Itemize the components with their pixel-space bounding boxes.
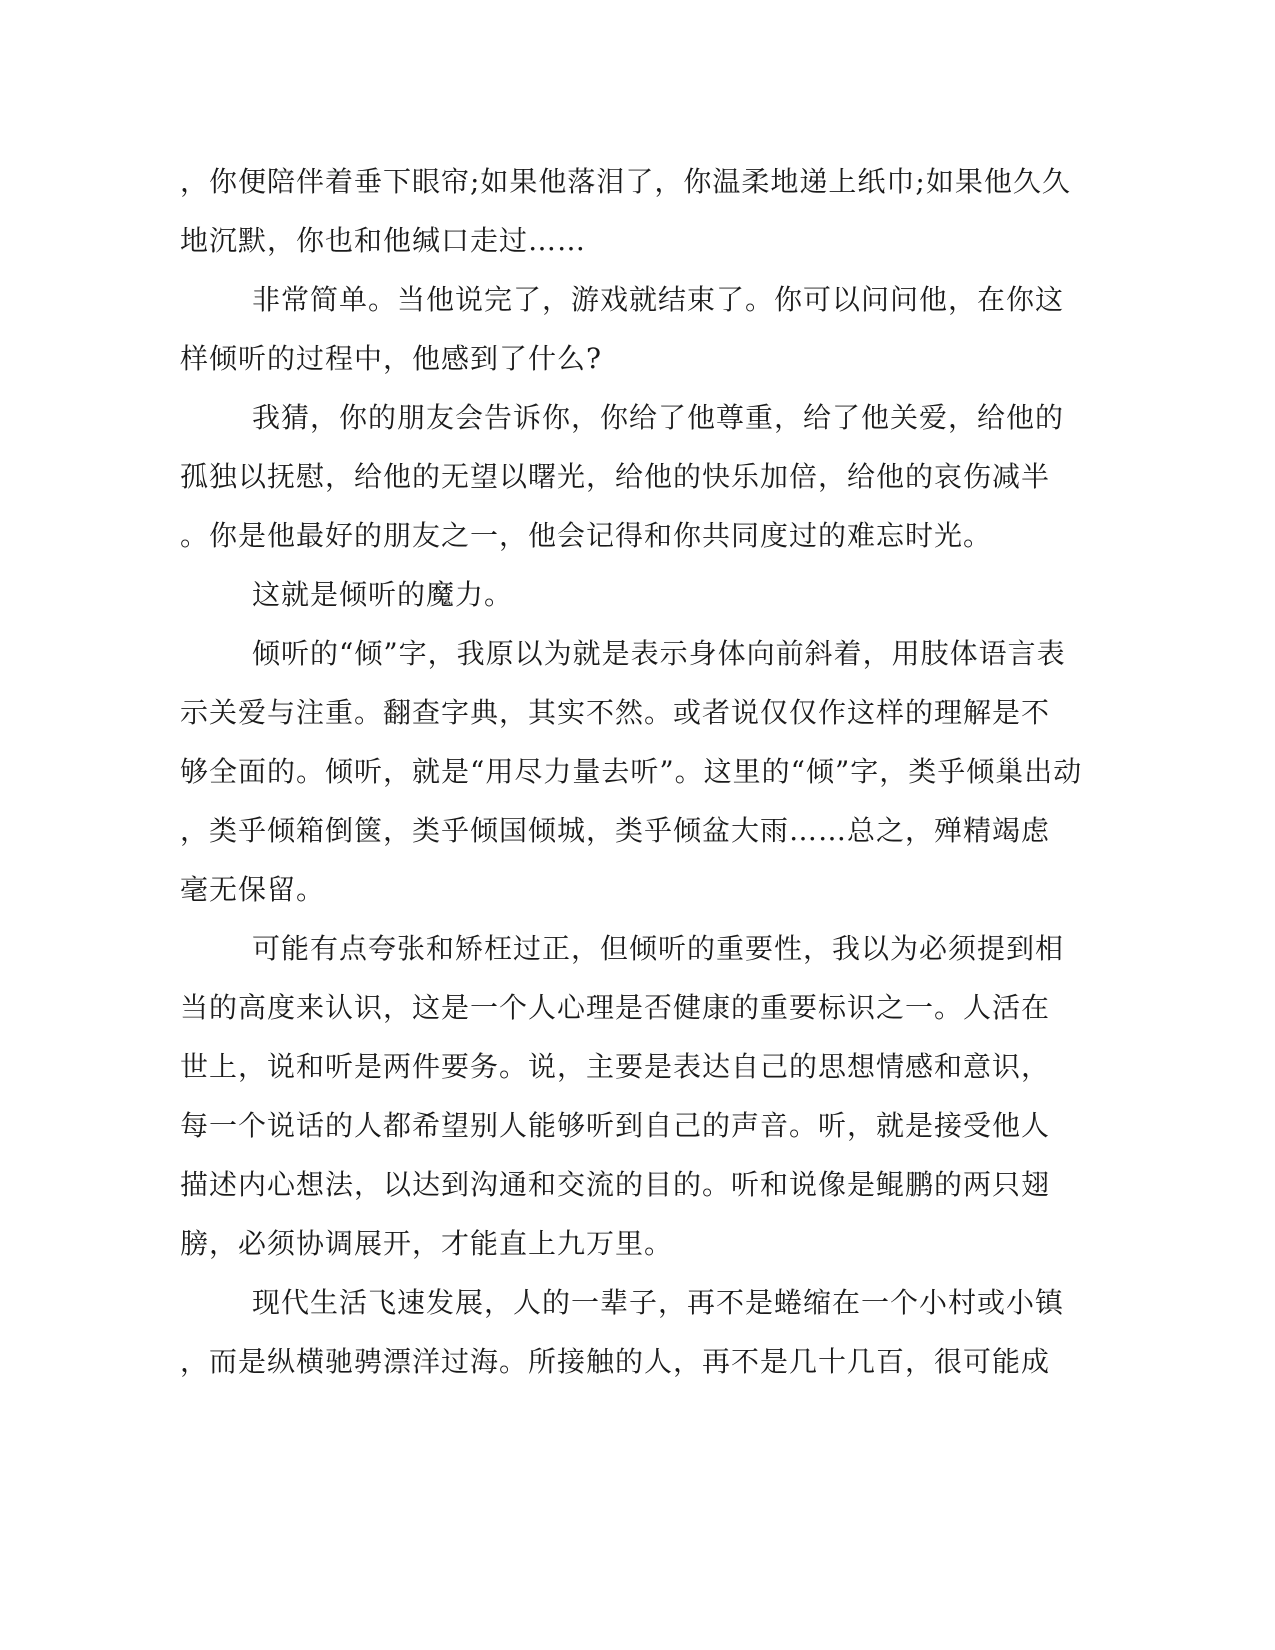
text-line: 膀，必须协调展开，才能直上九万里。 [180,1227,674,1260]
text-line: 现代生活飞速发展，人的一辈子，再不是蜷缩在一个小村或小镇 [252,1286,1065,1319]
text-line: 描述内心想法，以达到沟通和交流的目的。听和说像是鲲鹏的两只翅 [180,1168,1051,1201]
text-line: 够全面的。倾听，就是“用尽力量去听”。这里的“倾”字，类乎倾巢出动 [180,755,1083,788]
text-line: 样倾听的过程中，他感到了什么? [180,342,603,375]
text-line: ，而是纵横驰骋漂洋过海。所接触的人，再不是几十几百，很可能成 [180,1345,1051,1378]
text-line: 倾听的“倾”字，我原以为就是表示身体向前斜着，用肢体语言表 [252,637,1066,670]
text-line: 这就是倾听的魔力。 [252,578,514,611]
text-line: 可能有点夸张和矫枉过正，但倾听的重要性，我以为必须提到相 [252,932,1065,965]
text-line: 我猜，你的朋友会告诉你，你给了他尊重，给了他关爱，给他的 [252,401,1065,434]
text-line: 非常简单。当他说完了，游戏就结束了。你可以问问他，在你这 [252,283,1065,316]
text-line: 孤独以抚慰，给他的无望以曙光，给他的快乐加倍，给他的哀伤减半 [180,460,1051,493]
text-line: 地沉默，你也和他缄口走过…… [180,224,587,257]
text-line: 毫无保留。 [180,873,326,906]
text-line: ，你便陪伴着垂下眼帘;如果他落泪了，你温柔地递上纸巾;如果他久久 [180,165,1071,198]
text-line: 。你是他最好的朋友之一，他会记得和你共同度过的难忘时光。 [180,519,993,552]
text-line: 每一个说话的人都希望别人能够听到自己的声音。听，就是接受他人 [180,1109,1051,1142]
text-line: ，类乎倾箱倒箧，类乎倾国倾城，类乎倾盆大雨……总之，殚精竭虑 [180,814,1051,847]
text-line: 当的高度来认识，这是一个人心理是否健康的重要标识之一。人活在 [180,991,1051,1024]
text-line: 示关爱与注重。翻查字典，其实不然。或者说仅仅作这样的理解是不 [180,696,1051,729]
text-line: 世上，说和听是两件要务。说，主要是表达自己的思想情感和意识， [180,1050,1051,1083]
